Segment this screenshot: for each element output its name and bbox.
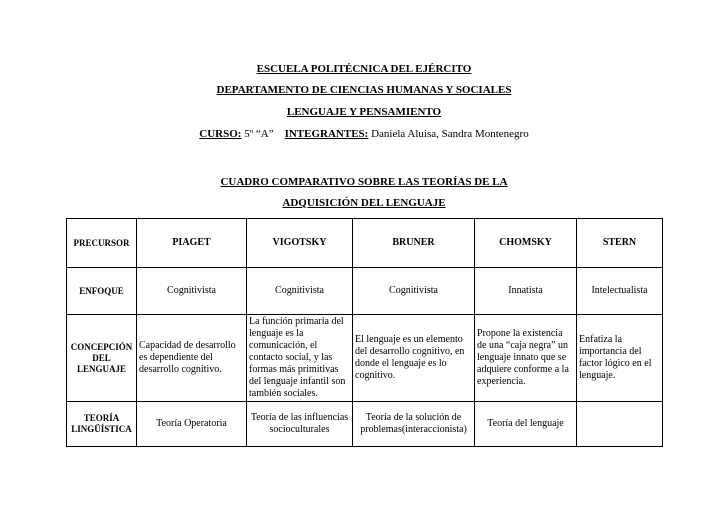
table-cell: El lenguaje es un elemento del desarrollo cognitivo, en donde el lenguaje es lo cognitivo. bbox=[353, 315, 475, 402]
table-row-teoria bbox=[67, 402, 663, 447]
members-label: INTEGRANTES: bbox=[284, 128, 369, 140]
column-header-bruner: BRUNER bbox=[353, 219, 475, 268]
table-cell: Teoría de las influencias socioculturales bbox=[247, 402, 353, 447]
table-caption-line1: CUADRO COMPARATIVO SOBRE LAS TEORÍAS DE LA bbox=[220, 176, 508, 188]
column-header-stern: STERN bbox=[577, 219, 663, 268]
table-cell: Teoría Operatoria bbox=[137, 402, 247, 447]
table-cell: Innatista bbox=[475, 268, 577, 315]
members-value: Daniela Aluisa, Sandra Montenegro bbox=[371, 128, 529, 140]
subject-title: LENGUAJE Y PENSAMIENTO bbox=[286, 106, 442, 118]
table-cell: Cognitivista bbox=[353, 268, 475, 315]
table-caption-line2: ADQUISICIÓN DEL LENGUAJE bbox=[282, 197, 446, 209]
row-label-enfoque: ENFOQUE bbox=[67, 268, 137, 315]
comparison-table bbox=[66, 218, 663, 447]
column-header-vigotsky: VIGOTSKY bbox=[247, 219, 353, 268]
course-value: 5º “A” bbox=[244, 128, 274, 140]
table-cell: Teoría de la solución de problemas(interaccionista) bbox=[353, 402, 475, 447]
table-cell: La función primaria del lenguaje es la comunicación, el contacto social, y las formas más primitivas del lenguaje infantil son también sociales. bbox=[247, 315, 353, 402]
course-members-line bbox=[0, 128, 728, 141]
table-row-enfoque bbox=[67, 268, 663, 315]
table-cell: Enfatiza la importancia del factor lógico en el lenguaje. bbox=[577, 315, 663, 402]
table-row-concepcion bbox=[67, 315, 663, 402]
column-header-piaget: PIAGET bbox=[137, 219, 247, 268]
table-cell: Propone la existencia de una “caja negra” un lenguaje innato que se adquiere conforme a la experiencia. bbox=[475, 315, 577, 402]
department-title: DEPARTAMENTO DE CIENCIAS HUMANAS Y SOCIALES bbox=[216, 84, 512, 96]
table-cell: Capacidad de desarrollo es dependiente del desarrollo cognitivo. bbox=[137, 315, 247, 402]
table-header-row bbox=[67, 219, 663, 268]
column-header-chomsky: CHOMSKY bbox=[475, 219, 577, 268]
row-label-precursor: PRECURSOR bbox=[67, 219, 137, 268]
institution-title: ESCUELA POLITÉCNICA DEL EJÉRCITO bbox=[256, 63, 472, 75]
table-cell: Cognitivista bbox=[137, 268, 247, 315]
table-cell: Teoría del lenguaje bbox=[475, 402, 577, 447]
table-cell bbox=[577, 402, 663, 447]
row-label-teoria: TEORÍA LINGÜÍSTICA bbox=[67, 402, 137, 447]
course-label: CURSO: bbox=[199, 128, 242, 140]
table-cell: Intelectualista bbox=[577, 268, 663, 315]
row-label-concepcion: CONCEPCIÓN DEL LENGUAJE bbox=[67, 315, 137, 402]
table-cell: Cognitivista bbox=[247, 268, 353, 315]
